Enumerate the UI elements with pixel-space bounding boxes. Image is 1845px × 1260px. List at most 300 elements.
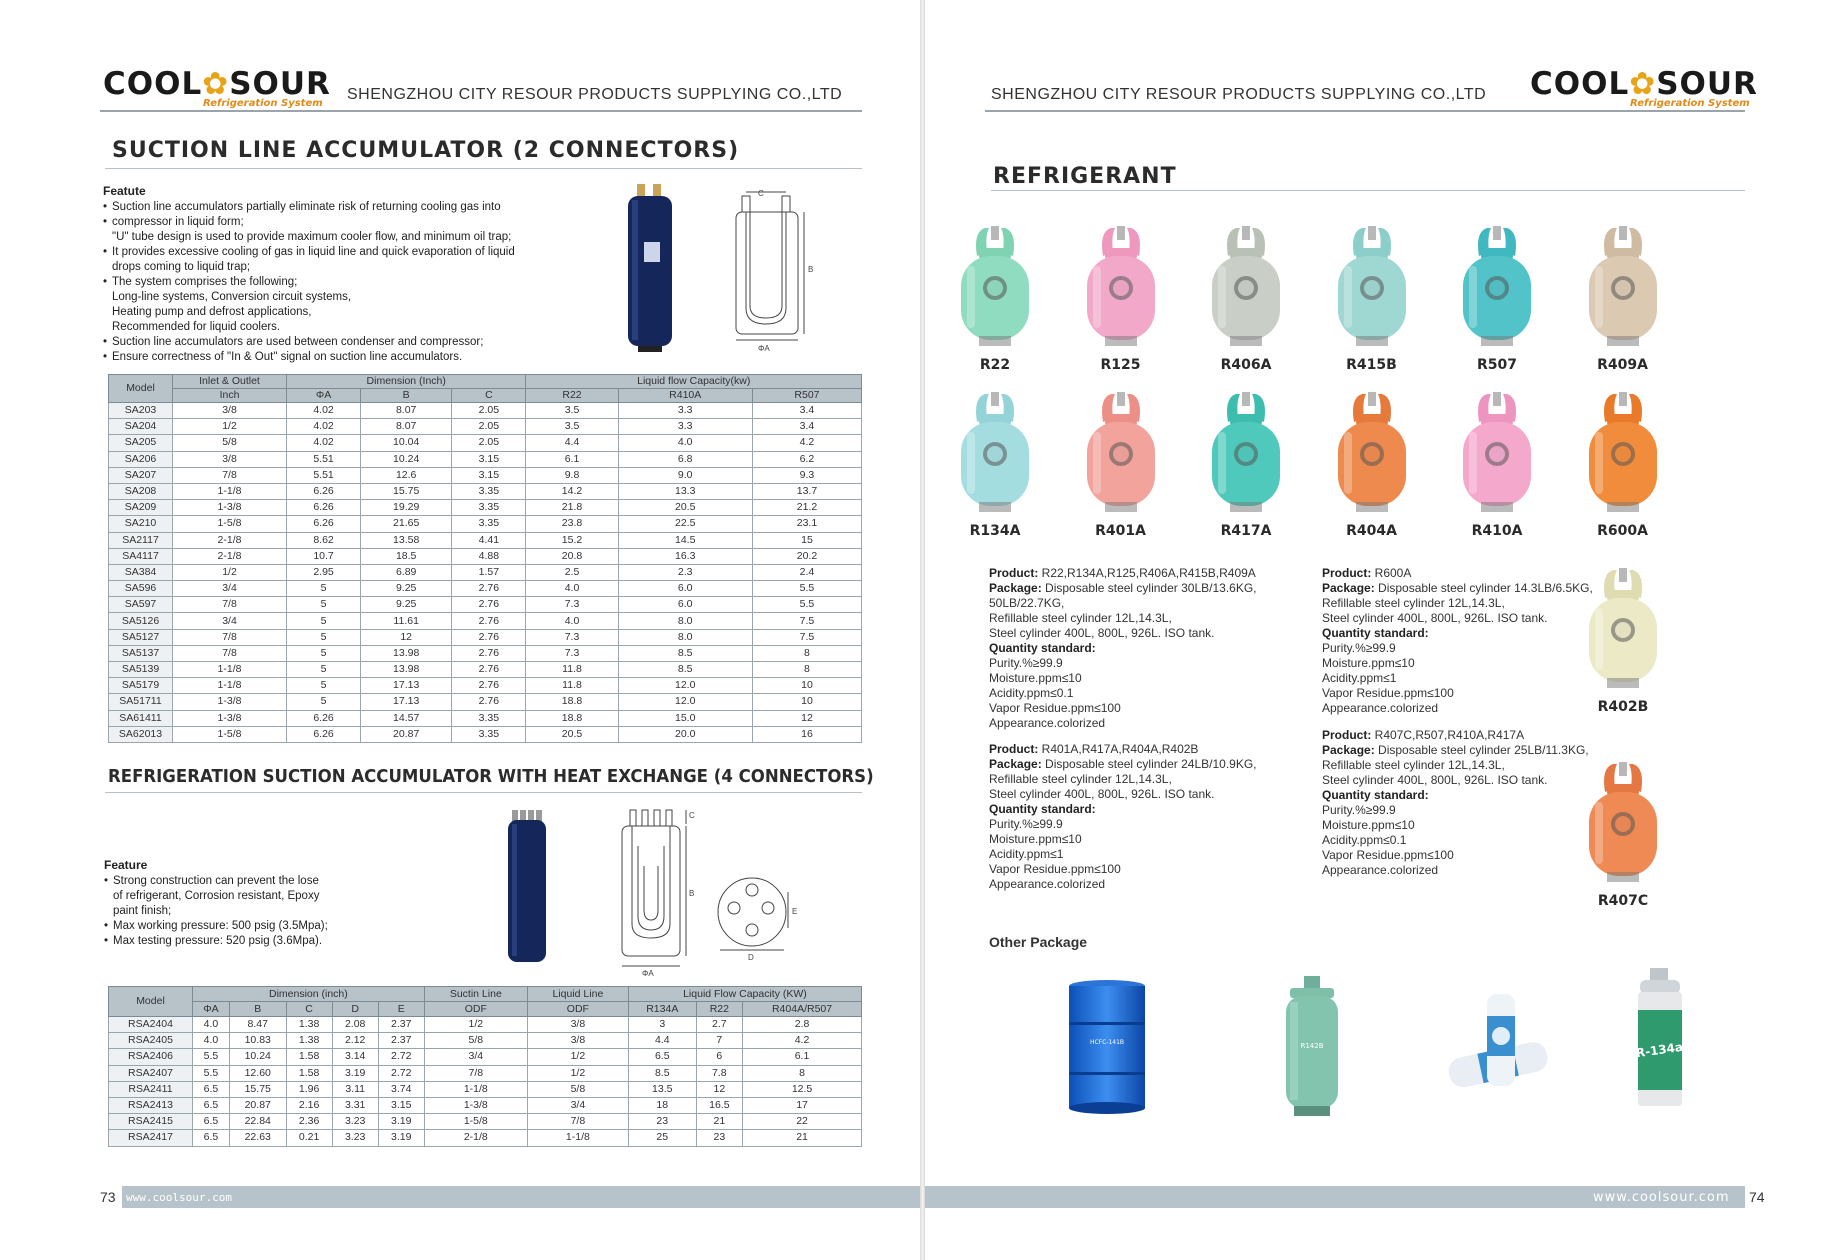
leaf-icon: ✿ [202,66,230,102]
product-line-value: Acidity.ppm≤0.1 [989,686,1074,700]
can-label: R-134a [1635,1039,1684,1061]
table-cell: SA5137 [109,645,173,661]
product-line [1322,566,1593,581]
product-line-key: Product: [1322,728,1375,742]
table-cell: 3 [628,1017,696,1033]
cylinder-label: R417A [1220,523,1272,539]
product-line-value: Vapor Residue.ppm≤100 [1322,848,1454,862]
th2-sub: ΦA [193,1002,230,1017]
table-cell: 7.8 [696,1065,742,1081]
table-cell: 0.21 [286,1130,332,1146]
product-line-value: R600A [1374,566,1412,580]
accumulator-photo [620,182,680,356]
table-cell: 4.2 [752,435,861,451]
product-line [989,611,1257,626]
cylinder-graphic [1583,564,1663,692]
table-cell: 7.5 [752,613,861,629]
table-cell: 21.65 [361,516,452,532]
drawing-label-phia: ΦA [758,344,770,353]
table-cell: 5 [287,629,361,645]
table-cell: 6.89 [361,564,452,580]
table-cell: 5 [287,645,361,661]
th-model: Model [109,375,173,403]
table-cell: 9.8 [526,467,618,483]
header-rule-right [985,110,1745,112]
table-cell: 7/8 [173,597,287,613]
table-cell: 8.47 [229,1017,286,1033]
table-cell: 2.76 [452,694,526,710]
table-cell: 1-1/8 [173,678,287,694]
feature-heading: Featute [103,184,146,198]
table-row [109,662,862,678]
cylinder-graphic [1206,388,1286,516]
table-cell: 2.76 [452,645,526,661]
feature-line: • It provides excessive cooling of gas in liquid line and quick evaporation of liquid [103,245,515,260]
product-line-value: Disposable steel cylinder 24LB/10.9KG, [1045,757,1257,771]
th2-sub: E [378,1002,424,1017]
table-cell: 3/4 [527,1097,628,1113]
product-line [1322,686,1593,701]
table-row [109,629,862,645]
logo-text-part2: SOUR [229,66,331,102]
table-cell: 8.07 [361,419,452,435]
product-line-value: Moisture.ppm≤10 [989,832,1082,846]
table-cell: 3.5 [526,419,618,435]
feature-line: drops coming to liquid trap; [112,261,251,273]
table-cell: 20.5 [526,726,618,742]
table-cell: 18.8 [526,710,618,726]
table-cell: 3.35 [452,726,526,742]
product-line-key: Package: [1322,581,1379,595]
product-line-value: Moisture.ppm≤10 [989,671,1082,685]
table-cell: 7.5 [752,629,861,645]
cylinder-label: R134A [969,523,1021,539]
table-cell: 15.0 [618,710,752,726]
table-cell: 13.98 [361,662,452,678]
table-cell: 3/4 [173,613,287,629]
table-cell: 2.76 [452,678,526,694]
table-cell: 6.5 [193,1097,230,1113]
product-line-value: R407C,R507,R410A,R417A [1374,728,1525,742]
table-cell: 1.58 [286,1065,332,1081]
product-line-value: Appearance.colorized [1322,863,1439,877]
heat-exchange-accumulator-photo [500,808,552,968]
website-link-right[interactable]: www.coolsour.com [1593,1190,1730,1205]
cylinder-graphic [1081,388,1161,516]
cylinder-r401a [1066,388,1176,539]
table-cell: 4.0 [526,581,618,597]
table-cell: 12 [696,1081,742,1097]
table-cell: 4.88 [452,548,526,564]
section-title-refrigerant: REFRIGERANT [993,164,1177,189]
table-row [109,500,862,516]
table-cell: 1/2 [527,1065,628,1081]
th-sub: B [361,389,452,403]
table-cell: 3.19 [332,1065,378,1081]
page-number-right: 74 [1749,1189,1765,1205]
table-cell: 1-3/8 [173,694,287,710]
table-cell: 4.02 [287,419,361,435]
cylinder-r22 [940,222,1050,373]
table-cell: 7/8 [173,467,287,483]
product-line [989,877,1257,892]
table-cell: 1-5/8 [173,726,287,742]
product-line-value: Acidity.ppm≤1 [1322,671,1397,685]
cylinder-label: R410A [1471,523,1523,539]
logo-right-text-part2: SOUR [1656,66,1758,102]
table-cell: 10 [752,694,861,710]
th-sub: C [452,389,526,403]
product-line-value: Steel cylinder 400L, 800L, 926L. ISO tank. [989,787,1215,801]
table-row [109,403,862,419]
table-cell: SA5179 [109,678,173,694]
table-cell: 3.4 [752,403,861,419]
table-cell: 9.25 [361,581,452,597]
product-line [1322,758,1589,773]
cylinder-label: R600A [1597,523,1648,539]
table-cell: 3.3 [618,419,752,435]
table-cell: 22 [743,1114,862,1130]
table-cell: 2.05 [452,435,526,451]
table-cell: 8 [752,662,861,678]
table-cell: 5 [287,694,361,710]
table-cell: 5 [287,678,361,694]
product-line [989,596,1257,611]
table-cell: 5/8 [527,1081,628,1097]
product-line [1322,863,1589,878]
feature-block [103,184,515,365]
table-cell: 8.62 [287,532,361,548]
cylinder-graphic [1583,222,1663,350]
product-line [989,716,1257,731]
table-cell: 6.26 [287,500,361,516]
product-line-value: Moisture.ppm≤10 [1322,656,1415,670]
cylinder-label: R415B [1346,357,1397,373]
th2-liquid-line: Liquid Line [527,987,628,1002]
th-inlet: Inlet & Outlet [173,375,287,389]
product-line [1322,701,1593,716]
table-cell: 7 [696,1033,742,1049]
table-cell: 3.11 [332,1081,378,1097]
product-line [1322,596,1593,611]
product-line-value: Disposable steel cylinder 14.3LB/6.5KG, [1378,581,1593,595]
product-line-value: Appearance.colorized [1322,701,1439,715]
table-cell: 12.0 [618,678,752,694]
table-cell: 2.76 [452,629,526,645]
cylinder-graphic [1081,222,1161,350]
th-liquid-flow: Liquid flow Capacity(kw) [526,375,862,389]
table-cell: 8.07 [361,403,452,419]
table-cell: 1.58 [286,1049,332,1065]
table-cell: 1-1/8 [424,1081,527,1097]
product-line-key: Quantity standard: [989,641,1096,655]
footer-bar [122,1186,920,1208]
table-cell: 6.1 [743,1049,862,1065]
drawing-label-b: B [808,265,814,274]
product-line-value: Vapor Residue.ppm≤100 [1322,686,1454,700]
th2-sub: ODF [527,1002,628,1017]
table-cell: 21 [743,1130,862,1146]
product-line-value: Disposable steel cylinder 30LB/13.6KG, [1045,581,1257,595]
table-cell: 3.14 [332,1049,378,1065]
table-cell: 3.35 [452,710,526,726]
table-cell: SA207 [109,467,173,483]
cylinder-graphic [1457,222,1537,350]
table-cell: 9.25 [361,597,452,613]
table-cell: 23 [628,1114,696,1130]
feature-line: • Strong construction can prevent the lose [104,874,328,889]
product-line [1322,788,1589,803]
table-cell: 14.57 [361,710,452,726]
table-row [109,1114,862,1130]
title-rule [105,168,862,169]
table-cell: 17.13 [361,678,452,694]
table-cell: 3.15 [452,467,526,483]
product-line-key: Quantity standard: [1322,788,1429,802]
table-cell: 21 [696,1114,742,1130]
table-cell: 3.23 [332,1130,378,1146]
table-cell: 11.8 [526,662,618,678]
table-cell: 25 [628,1130,696,1146]
table-cell: 10.83 [229,1033,286,1049]
table-cell: 3.5 [526,403,618,419]
table-cell: 20.0 [618,726,752,742]
table-cell: 12.6 [361,467,452,483]
product-line-value: Refillable steel cylinder 12L,14.3L, [1322,596,1505,610]
logo-subtitle-right: Refrigeration System [1630,98,1750,109]
table-row [109,451,862,467]
table-cell: 3.3 [618,403,752,419]
tank-image [1280,974,1344,1120]
table-cell: SA204 [109,419,173,435]
company-name-right: SHENGZHOU CITY RESOUR PRODUCTS SUPPLYING CO.,LTD [991,86,1487,103]
table-cell: 4.0 [193,1033,230,1049]
table-cell: 2.3 [618,564,752,580]
table-row [109,532,862,548]
th-sub: R410A [618,389,752,403]
product-line-value: R401A,R417A,R404A,R402B [1041,742,1199,756]
feature-line: • Max testing pressure: 520 psig (3.6Mpa). [104,934,328,949]
product-line [1322,656,1593,671]
drawing2-label-phia: ΦA [642,969,654,978]
logo-subtitle: Refrigeration System [203,98,323,109]
th-sub: R22 [526,389,618,403]
table-cell: RSA2411 [109,1081,193,1097]
table-cell: 6.26 [287,483,361,499]
table-cell: 1/2 [527,1049,628,1065]
feature2-list [104,874,328,949]
table-cell: 6.26 [287,516,361,532]
cylinder-label: R407C [1597,893,1649,909]
table-cell: 7.3 [526,597,618,613]
table-cell: 3.4 [752,419,861,435]
section-title-accumulator: SUCTION LINE ACCUMULATOR (2 CONNECTORS) [112,138,740,163]
table-cell: 5.51 [287,451,361,467]
table-cell: 2.05 [452,403,526,419]
table-cell: 1-5/8 [173,516,287,532]
cylinder-label: R406A [1220,357,1272,373]
right-page [925,0,1845,1260]
table-cell: RSA2407 [109,1065,193,1081]
table-cell: 16.3 [618,548,752,564]
logo [103,66,331,102]
product-line [989,701,1257,716]
table-cell: 2.16 [286,1097,332,1113]
table-cell: 1/2 [173,419,287,435]
table-row [109,1097,862,1113]
table-row [109,581,862,597]
table-cell: RSA2405 [109,1033,193,1049]
table-cell: 23.8 [526,516,618,532]
cylinder-label: R404A [1346,523,1397,539]
table-cell: 3.15 [452,451,526,467]
website-link[interactable]: www.coolsour.com [126,1191,232,1204]
table-cell: SA5139 [109,662,173,678]
product-line [1322,626,1593,641]
table-cell: 20.5 [618,500,752,516]
table-cell: 3.19 [378,1130,424,1146]
feature-line: "U" tube design is used to provide maximum cooler flow, and minimum oil trap; [112,231,512,243]
cylinder-label: R401A [1095,523,1146,539]
feature-line: • compressor in liquid form; [103,215,515,230]
table-row [109,435,862,451]
product-line [989,742,1257,757]
product-line [1322,581,1593,596]
feature-line: • Max working pressure: 500 psig (3.5Mpa); [104,919,328,934]
table-cell: 19.29 [361,500,452,516]
table-cell: 16.5 [696,1097,742,1113]
cylinder-r507 [1442,222,1552,373]
tank-label: R142B [1300,1042,1324,1050]
product-line-value: Refillable steel cylinder 12L,14.3L, [989,611,1172,625]
table-cell: 1-3/8 [173,710,287,726]
table-cell: 2.7 [696,1017,742,1033]
product-line-value: Refillable steel cylinder 12L,14.3L, [1322,758,1505,772]
table-cell: 3.15 [378,1097,424,1113]
table-cell: 12.60 [229,1065,286,1081]
table-cell: 5.5 [752,581,861,597]
title2-rule [105,792,862,793]
table-cell: 17.13 [361,694,452,710]
table-cell: SA209 [109,500,173,516]
table-cell: 7/8 [173,629,287,645]
table-cell: 18.5 [361,548,452,564]
drawing-label-e: E [792,907,798,916]
table-cell: 2.72 [378,1049,424,1065]
table-cell: 7/8 [424,1065,527,1081]
product-line-key: Package: [989,757,1046,771]
product-line [989,656,1257,671]
th-sub: R507 [752,389,861,403]
table-cell: 6.5 [193,1114,230,1130]
table-cell: 18 [628,1097,696,1113]
table-cell: 8 [752,645,861,661]
table-cell: 3/8 [527,1033,628,1049]
table-row [109,613,862,629]
table-cell: 15.75 [361,483,452,499]
product-line [989,626,1257,641]
th2-flow: Liquid Flow Capacity (KW) [628,987,861,1002]
product-line-key: Product: [989,742,1042,756]
table-cell: 14.5 [618,532,752,548]
accumulator-drawing [720,190,820,356]
table-cell: RSA2413 [109,1097,193,1113]
table-cell: 10 [752,678,861,694]
table-cell: 7/8 [527,1114,628,1130]
product-line-value: Steel cylinder 400L, 800L, 926L. ISO tank. [1322,773,1548,787]
product-line [989,772,1257,787]
product-line-value: Steel cylinder 400L, 800L, 926L. ISO tank. [1322,611,1548,625]
table-cell: 2.76 [452,597,526,613]
table-cell: 2.08 [332,1017,378,1033]
cylinder-label: R402B [1597,699,1649,715]
table-cell: 2-1/8 [173,548,287,564]
table-cell: 7.3 [526,645,618,661]
table-cell: 5.5 [193,1049,230,1065]
table-cell: 11.61 [361,613,452,629]
feature-line: • The system comprises the following; [103,275,515,290]
left-page [0,0,920,1260]
product-line-value: Steel cylinder 400L, 800L, 926L. ISO tank. [989,626,1215,640]
table-cell: 6.26 [287,710,361,726]
table-cell: 3.31 [332,1097,378,1113]
product-line [1322,743,1589,758]
table-cell: 10.24 [229,1049,286,1065]
table-cell: 6.8 [618,451,752,467]
feature-line: Long-line systems, Conversion circuit systems, [112,291,352,303]
table-row [109,1033,862,1049]
table-cell: 13.7 [752,483,861,499]
table-cell: 1.38 [286,1017,332,1033]
table-cell: 1/2 [424,1017,527,1033]
feature-line: • Suction line accumulators partially eliminate risk of returning cooling gas into [103,200,515,215]
product-line-value: Vapor Residue.ppm≤100 [989,701,1121,715]
table-cell: SA5127 [109,629,173,645]
table-cell: 6.0 [618,597,752,613]
th2-sub: C [286,1002,332,1017]
table-row [109,645,862,661]
feature-line: • Ensure correctness of "In & Out" signal on suction line accumulators. [103,350,515,365]
table-cell: 1-5/8 [424,1114,527,1130]
table-cell: 2.76 [452,581,526,597]
product-line-key: Quantity standard: [989,802,1096,816]
th2-sub: ODF [424,1002,527,1017]
table-cell: 18.8 [526,694,618,710]
product-line [1322,833,1589,848]
table-cell: RSA2417 [109,1130,193,1146]
product-line-value: Purity.%≥99.9 [989,817,1063,831]
table-cell: SA384 [109,564,173,580]
table-cell: 12.0 [618,694,752,710]
cylinder-graphic [955,388,1035,516]
table-row [109,1081,862,1097]
table-cell: SA210 [109,516,173,532]
table-cell: 1.57 [452,564,526,580]
table-cell: 1-1/8 [527,1130,628,1146]
table-cell: 23.1 [752,516,861,532]
logo-right [1530,66,1758,102]
table-cell: SA205 [109,435,173,451]
table-cell: 3/8 [527,1017,628,1033]
table-cell: 14.2 [526,483,618,499]
cylinder-r415b [1317,222,1427,373]
product-line [989,817,1257,832]
table-row [109,419,862,435]
table-cell: 3/8 [173,403,287,419]
accumulator-spec-table [108,374,862,743]
table-cell: 8.5 [628,1065,696,1081]
table-cell: 15.2 [526,532,618,548]
